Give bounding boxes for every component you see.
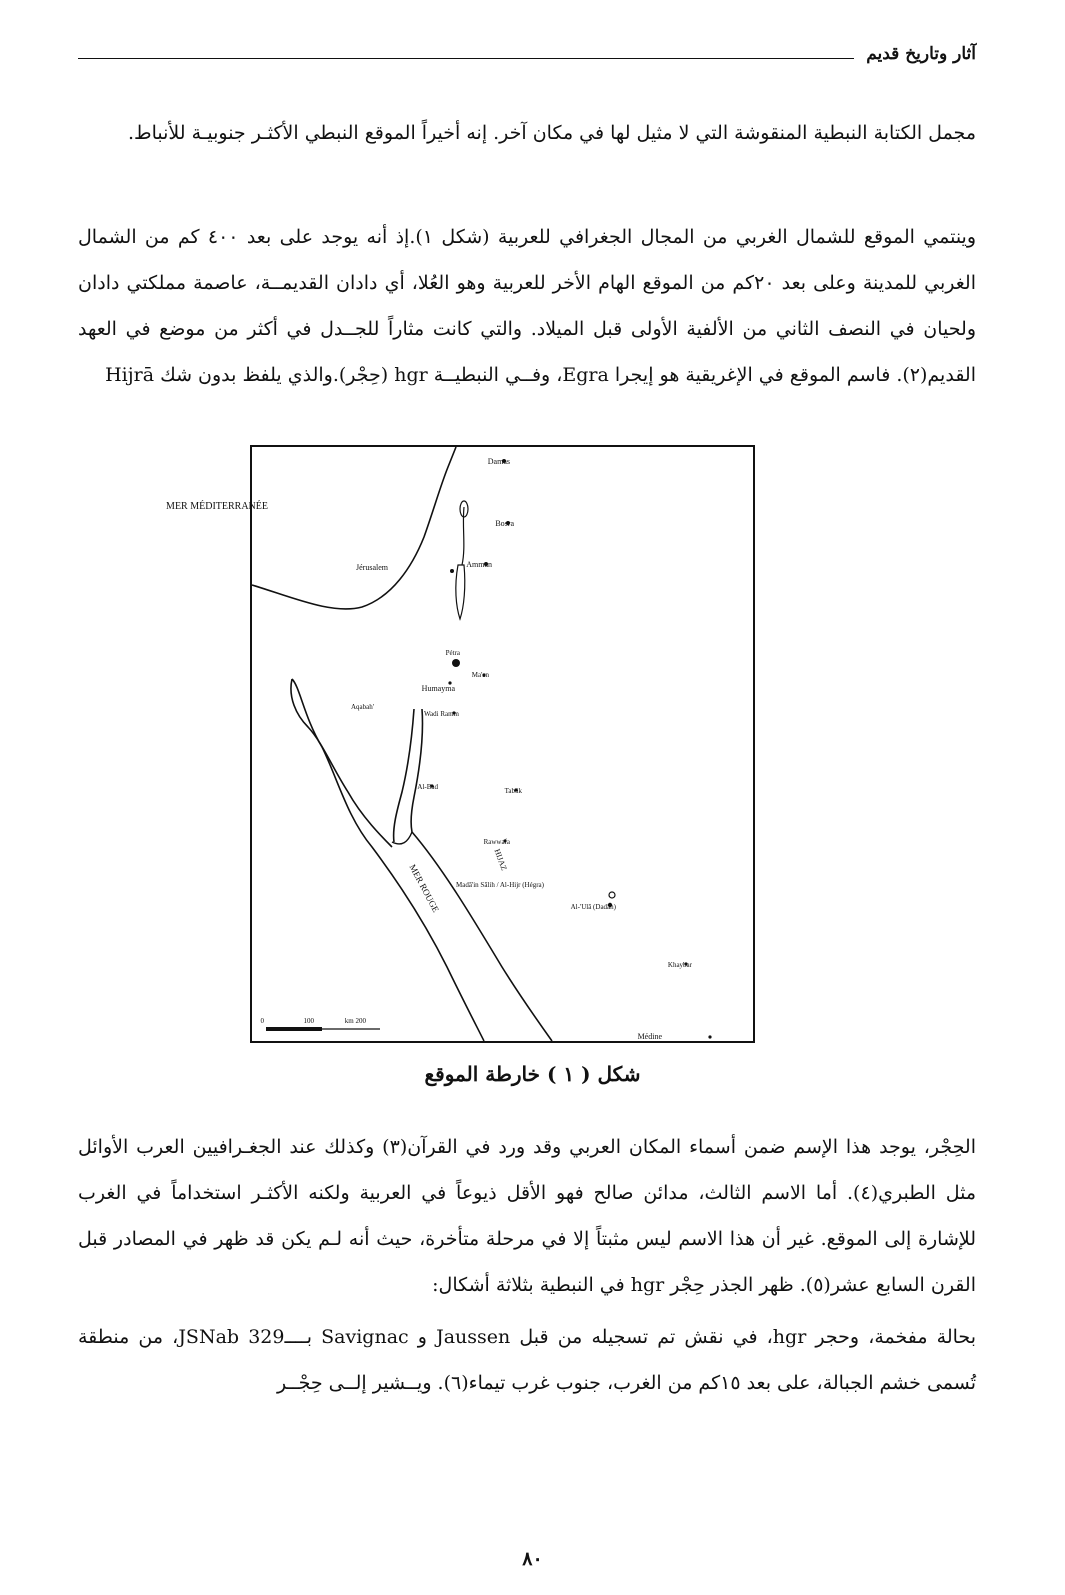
dead-sea	[456, 565, 465, 619]
paragraph-2: وينتمي الموقع للشمال الغربي من المجال الجغرافي للعربية (شكل ١).إذ أنه يوجد على بعد ٤٠٠ كم من الشمال الغربي للمدينة وعلى بعد ٢٠كم من الموقع الهام الأخر للعربية وهو العُلا، أي دادان القديمــة، عاصمة مملكتي دادان ولحيان في النصف الثاني من الألفية الأولى قبل الميلاد. والتي كانت مثاراً للجــدل في أكثر من موضع في العهد القديم(٢). فاسم الموقع في الإغريقية هو إيجرا Egra، وفــي النبطيــة hgr (حِجْر).والذي يلفظ بدون شك Hijrā	[78, 226, 977, 386]
mediterranean-coastline	[252, 447, 456, 609]
figure-caption: شكل ( ١ ) خارطة الموقع	[424, 1062, 641, 1086]
header-rule	[78, 58, 854, 59]
label-rawwafa: Rawwafa	[483, 838, 510, 846]
paragraph-4: بحالة مفخمة، وحجر hgr، في نقش تم تسجيله من قبل Jaussen و Savignac بــــ329 JSNab، من منطقة تُسمى خشم الجبالة، على بعد ١٥كم من الغرب، جنوب غرب تيماء(٦). ويــشير إلــى حِجْــر	[78, 1326, 976, 1394]
label-amman: Amman	[466, 560, 492, 569]
label-petra: Pétra	[445, 649, 460, 657]
label-red-sea: MER ROUGE	[407, 862, 442, 914]
label-alula: Al-'Ulā (Dadān)	[570, 903, 616, 911]
petra-dot	[452, 659, 460, 667]
jerusalem-dot	[450, 569, 454, 573]
label-jerusalem: Jérusalem	[356, 563, 388, 572]
label-albad: Al-Bad'	[416, 783, 438, 791]
paragraph-1: مجمل الكتابة النبطية المنقوشة التي لا مثيل لها في مكان آخر. إنه أخيراً الموقع النبطي الأكثـر جنوبيـة للأنباط.	[128, 122, 976, 144]
label-maan: Ma'an	[471, 671, 489, 679]
tiran-strait	[392, 832, 412, 844]
madain-salih-dot	[609, 892, 615, 898]
arabian-coast	[411, 709, 552, 1041]
label-medine: Médine	[637, 1032, 662, 1041]
label-mediterranean: MER MÉDITERRANÉE	[166, 501, 268, 512]
label-humayma: Humayma	[421, 684, 455, 693]
label-tabuk: Tabūk	[504, 787, 522, 795]
label-bosra: Bosra	[495, 519, 514, 528]
scale-label-100: 100	[303, 1017, 314, 1025]
site-map-figure	[166, 445, 755, 1043]
red-sea-west-coast	[292, 679, 484, 1041]
label-hijaz: HIJAZ	[492, 847, 509, 872]
header-title: آثار وتاريخ قديم	[866, 44, 976, 64]
label-aqaba: 'Aqabah	[350, 703, 374, 711]
running-header	[78, 44, 976, 64]
sinai-coast	[291, 679, 392, 847]
label-khaybar: Khaybar	[667, 961, 692, 969]
label-damas: Damas	[487, 457, 510, 466]
scale-label-0: 0	[260, 1017, 264, 1025]
label-wadi-ramm: Wadi Ramm	[423, 710, 459, 718]
page-number: ٨٠	[522, 1548, 543, 1570]
label-madain-salih: Madā'in Sālih / Al-Hijr (Hégra)	[456, 881, 544, 889]
paragraph-3: الحِجْر، يوجد هذا الإسم ضمن أسماء المكان العربي وقد ورد في القرآن(٣) وكذلك عند الجغـرافيين العرب الأوائل مثل الطبري(٤). أما الاسم الثالث، مدائن صالح فهو الأقل ذيوعاً في العربية ولكنه الأكثـر استخداماً في الغرب للإشارة إلى الموقع. غير أن هذا الاسم ليس مثبتاً إلا في مرحلة متأخرة، حيث أنه لـم يكن قد ظهر في المصادر قبل القرن السابع عشر(٥). ظهر الجذر حِجْر hgr في النبطية بثلاثة أشكال:	[78, 1136, 977, 1296]
scale-bar-segment	[266, 1027, 322, 1031]
medine-dot	[708, 1035, 711, 1038]
site-map	[166, 447, 753, 1041]
scale-label-200: 200 km	[344, 1017, 366, 1025]
